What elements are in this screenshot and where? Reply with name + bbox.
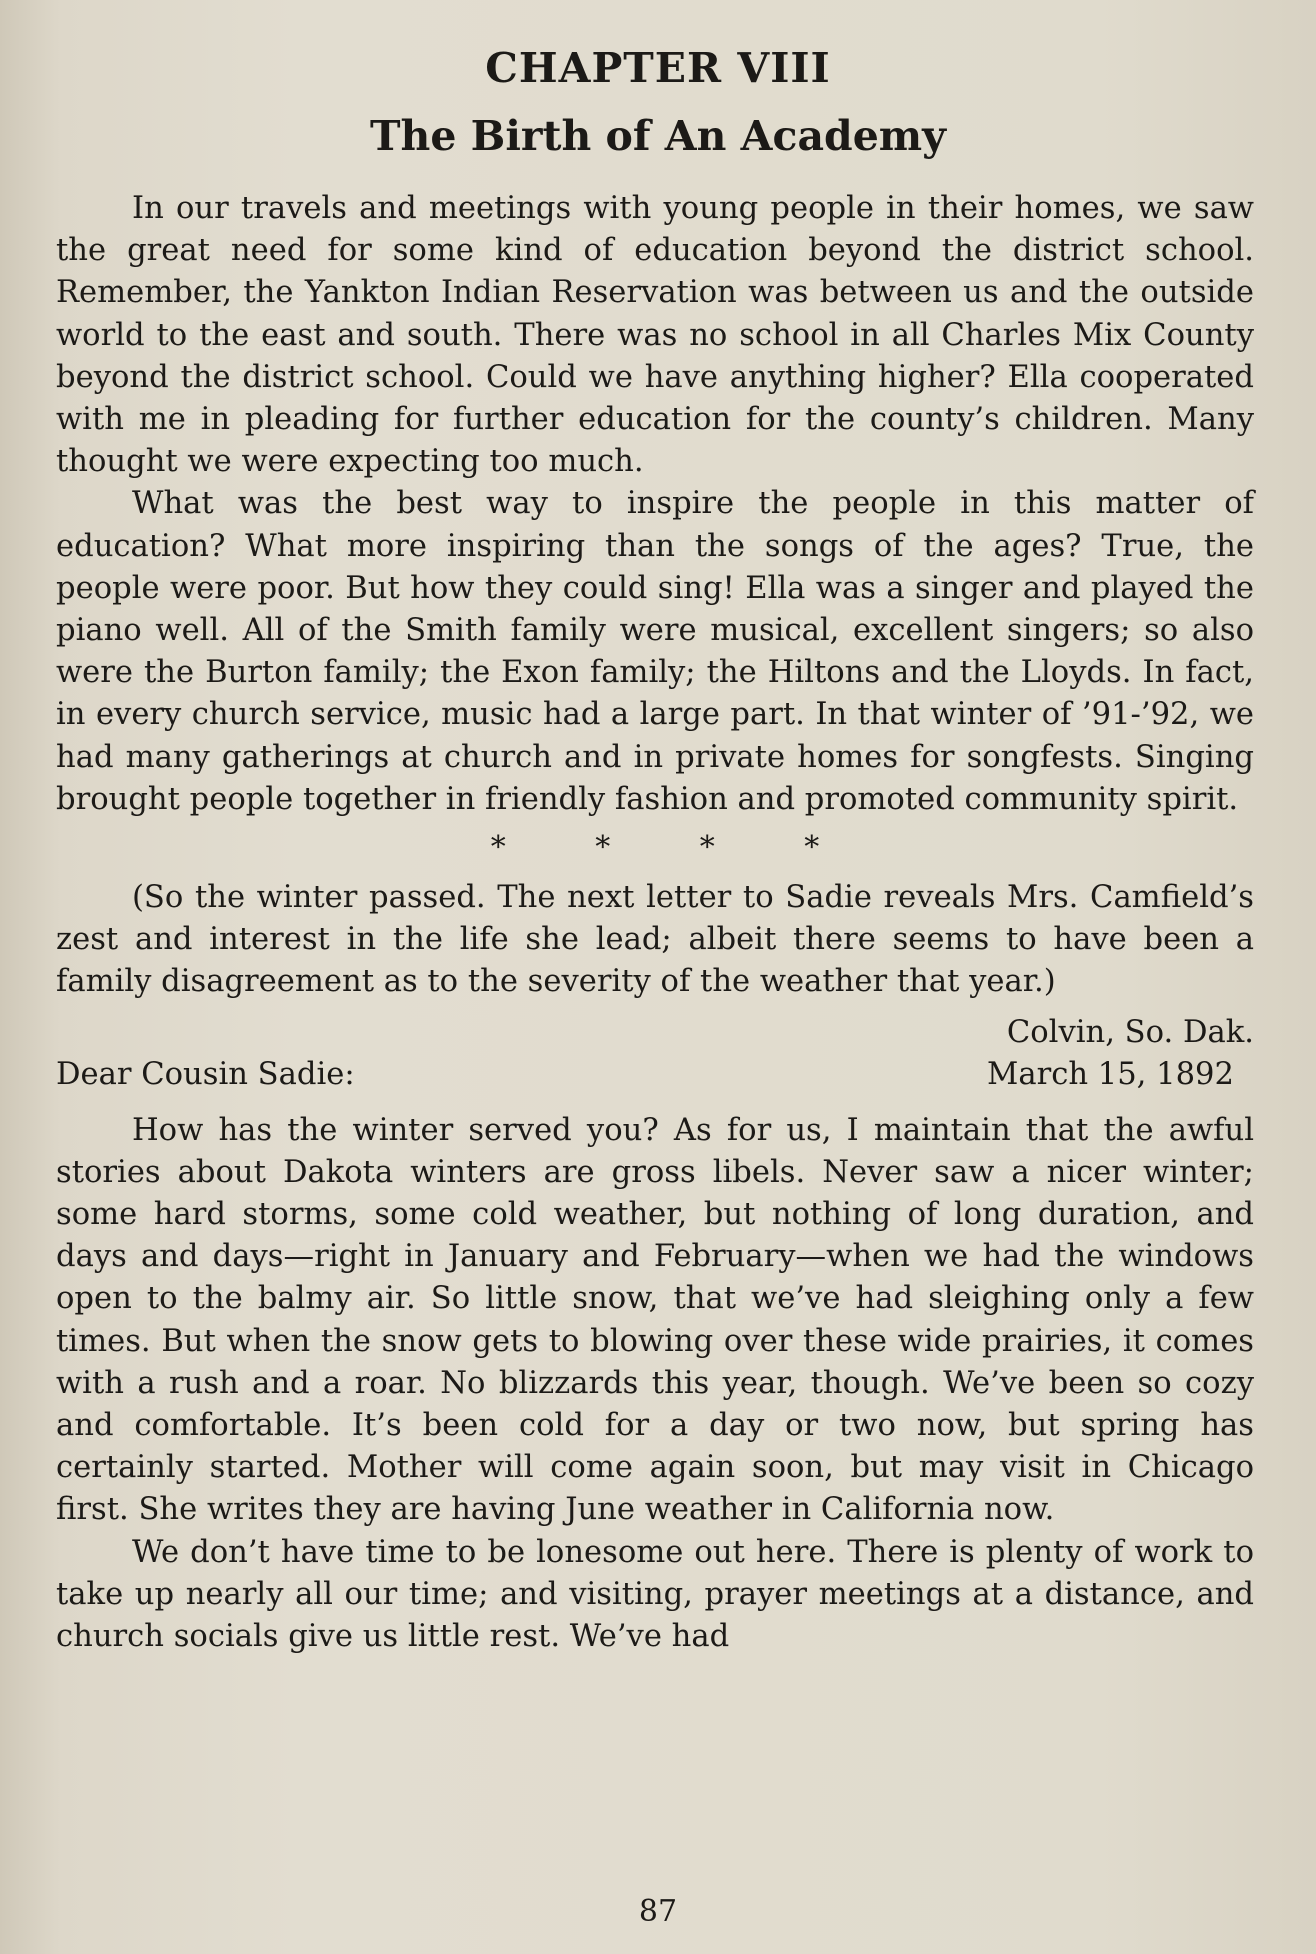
letter-paragraph-winter: How has the winter served you? As for us, I maintain that the awful stories about Dakota winters are gross libels. Never saw a nicer winter; some hard storms, some cold weather, but nothing of long duration, and days and days—right in January and February—when we had the windows open to the balmy air. So little snow, that we’ve had sleighing only a few times. But when the snow gets to blowing over these wide prairies, it comes with a rush and a roar. No blizzards this year, though. We’ve been so cozy and comfortable. It’s been cold for a day or two now, but spring has certainly started. Mother will come again soon, but may visit in Chicago first. She writes they are having June weather in California now. [56, 1112, 1254, 1528]
paragraph-songfests: What was the best way to inspire the people in this matter of education? What more inspiring than the songs of the ages? True, the people were poor. But how they could sing! Ella was a singer and played the piano well. All of the Smith family were musical, excellent singers; so also were the Burton family; the Exon family; the Hiltons and the Lloyds. In fact, in every church service, music had a large part. In that winter of ’91-’92, we had many gatherings at church and in private homes for songfests. Singing brought people together in friendly fashion and promoted community spirit. [56, 486, 1254, 817]
body-text [56, 188, 1254, 1658]
chapter-title: The Birth of An Academy [370, 112, 946, 160]
editor-note: (So the winter passed. The next letter to Sadie reveals Mrs. Camfield’s zest and interest in the life she lead; albeit there seems to have been a family disagreement as to the severity of the weather that year.) [56, 880, 1254, 1000]
letter-salutation: Dear Cousin Sadie: [56, 1056, 355, 1092]
letter-heading [56, 1012, 1254, 1110]
letter-date: March 15, 1892 [987, 1056, 1234, 1092]
page-number: 87 [638, 1894, 678, 1929]
paragraph-education-need: In our travels and meetings with young people in their homes, we saw the great need for some kind of education beyond the district school. Remember, the Yankton Indian Reservation was between us and the outside world to the east and south. There was no school in all Charles Mix County beyond the district school. Could we have anything higher? Ella cooperated with me in pleading for further education for the county’s children. Many thought we were expecting too much. [56, 191, 1254, 480]
chapter-number: CHAPTER VIII [485, 44, 831, 92]
letter-paragraph-busy: We don’t have time to be lonesome out here. There is plenty of work to take up nearly all our time; and visiting, prayer meetings at a distance, and church socials give us little rest. We’ve had [56, 1534, 1254, 1655]
letter-place: Colvin, So. Dak. [1006, 1014, 1254, 1050]
section-separator: * * * * [490, 830, 860, 866]
